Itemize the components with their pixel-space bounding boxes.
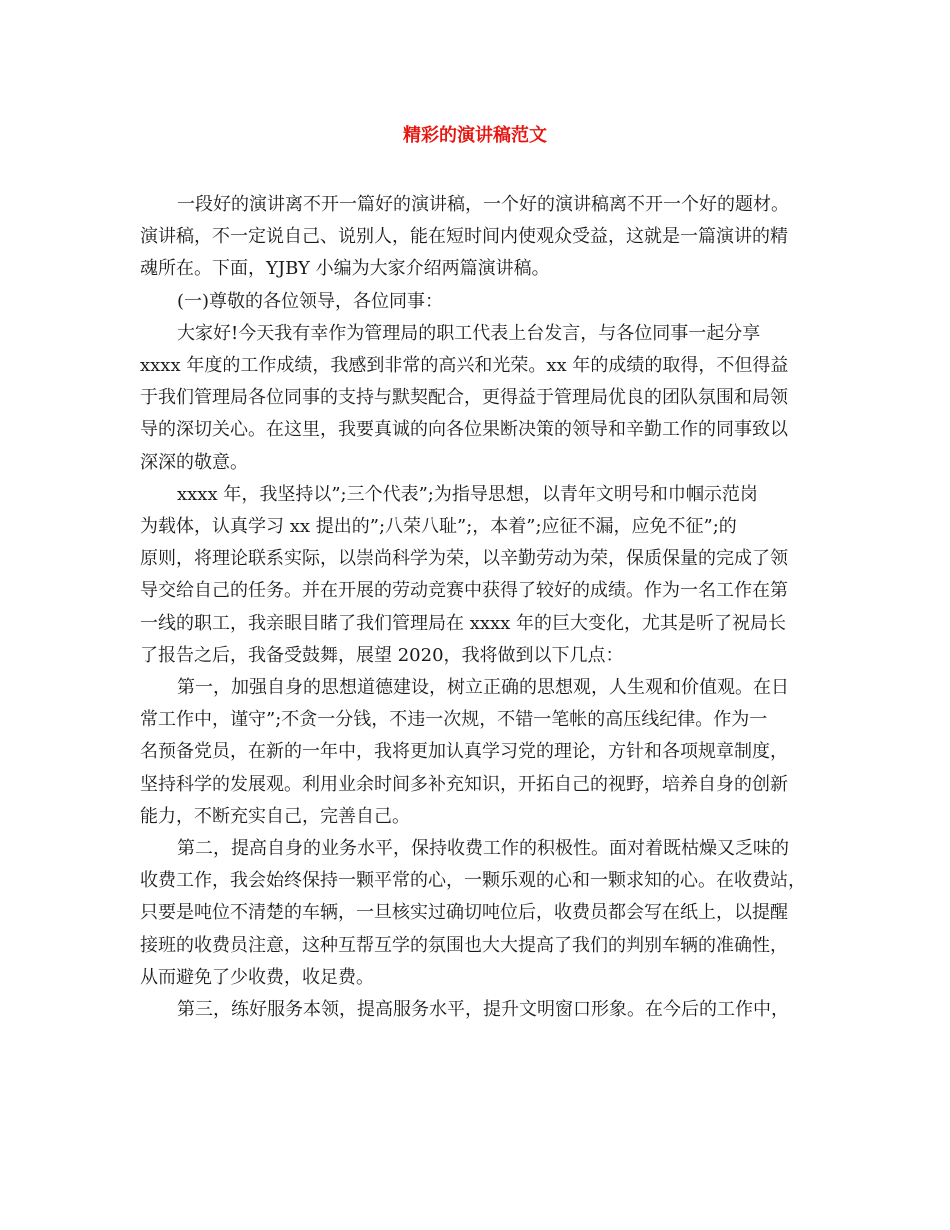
- paragraph-line: 收费工作，我会始终保持一颗平常的心，一颗乐观的心和一颗求知的心。在收费站，: [140, 870, 806, 892]
- paragraph-line: 大家好!今天我有幸作为管理局的职工代表上台发言，与各位同事一起分享: [177, 322, 761, 344]
- paragraph-line: 导交给自己的任务。并在开展的劳动竞赛中获得了较好的成绩。作为一名工作在第: [140, 580, 788, 602]
- paragraph-line: 导的深切关心。在这里，我要真诚的向各位果断决策的领导和辛勤工作的同事致以: [140, 419, 788, 441]
- paragraph-line: 第三，练好服务本领，提高服务水平，提升文明窗口形象。在今后的工作中，: [177, 999, 789, 1021]
- paragraph-review: [140, 479, 820, 672]
- paragraph-point-three: [140, 994, 820, 1026]
- paragraph-line: 魂所在。下面，YJBY 小编为大家介绍两篇演讲稿。: [140, 258, 550, 280]
- paragraph-line: 第一，加强自身的思想道德建设，树立正确的思想观，人生观和价值观。在日: [177, 677, 789, 699]
- document-title: 精彩的演讲稿范文: [403, 125, 547, 146]
- paragraph-line: 一段好的演讲离不开一篇好的演讲稿，一个好的演讲稿离不开一个好的题材。: [177, 194, 789, 215]
- paragraph-line: 只要是吨位不清楚的车辆，一旦核实过确切吨位后，收费员都会写在纸上，以提醒: [140, 902, 788, 924]
- paragraph-line: 能力，不断充实自己，完善自己。: [140, 805, 410, 827]
- paragraph-line: xxxx 年度的工作成绩，我感到非常的高兴和光荣。xx 年的成绩的取得，不但得益: [140, 355, 789, 377]
- paragraph-line: 深深的敬意。: [140, 451, 248, 473]
- paragraph-line: 了报告之后，我备受鼓舞，展望 2020，我将做到以下几点：: [140, 644, 624, 666]
- paragraph-point-one: [140, 672, 820, 833]
- document-body: [140, 189, 820, 1026]
- paragraph-salutation: [140, 286, 820, 318]
- paragraph-line: 接班的收费员注意，这种互帮互学的氛围也大大提高了我们的判别车辆的准确性，: [140, 934, 788, 956]
- paragraph-line: 为载体，认真学习 xx 提出的”;八荣八耻”;，本着”;应征不漏，应免不征”;的: [140, 516, 737, 538]
- paragraph-line: 于我们管理局各位同事的支持与默契配合，更得益于管理局优良的团队氛围和局领: [140, 387, 788, 409]
- paragraph-line: 一线的职工，我亲眼目睹了我们管理局在 xxxx 年的巨大变化，尤其是听了祝局长: [140, 612, 787, 634]
- paragraph-line: 常工作中，谨守”;不贪一分钱，不违一次规，不错一笔帐的高压线纪律。作为一: [140, 709, 768, 731]
- paragraph-line: xxxx 年，我坚持以”;三个代表”;为指导思想，以青年文明号和巾帼示范岗: [177, 483, 758, 505]
- paragraph-line: 名预备党员，在新的一年中，我将更加认真学习党的理论，方针和各项规章制度，: [140, 741, 788, 763]
- paragraph-intro: [140, 189, 820, 286]
- paragraph-greeting: [140, 318, 820, 479]
- paragraph-line: 演讲稿，不一定说自己、说别人，能在短时间内使观众受益，这就是一篇演讲的精: [140, 226, 788, 248]
- paragraph-point-two: [140, 833, 820, 994]
- paragraph-line: 原则，将理论联系实际，以崇尚科学为荣，以辛勤劳动为荣，保质保量的完成了领: [140, 548, 788, 570]
- paragraph-line: (一)尊敬的各位领导，各位同事：: [177, 290, 444, 312]
- paragraph-line: 第二，提高自身的业务水平，保持收费工作的积极性。面对着既枯燥又乏味的: [177, 838, 789, 860]
- paragraph-line: 坚持科学的发展观。利用业余时间多补充知识，开拓自己的视野，培养自身的创新: [140, 773, 788, 795]
- paragraph-line: 从而避免了少收费，收足费。: [140, 966, 374, 988]
